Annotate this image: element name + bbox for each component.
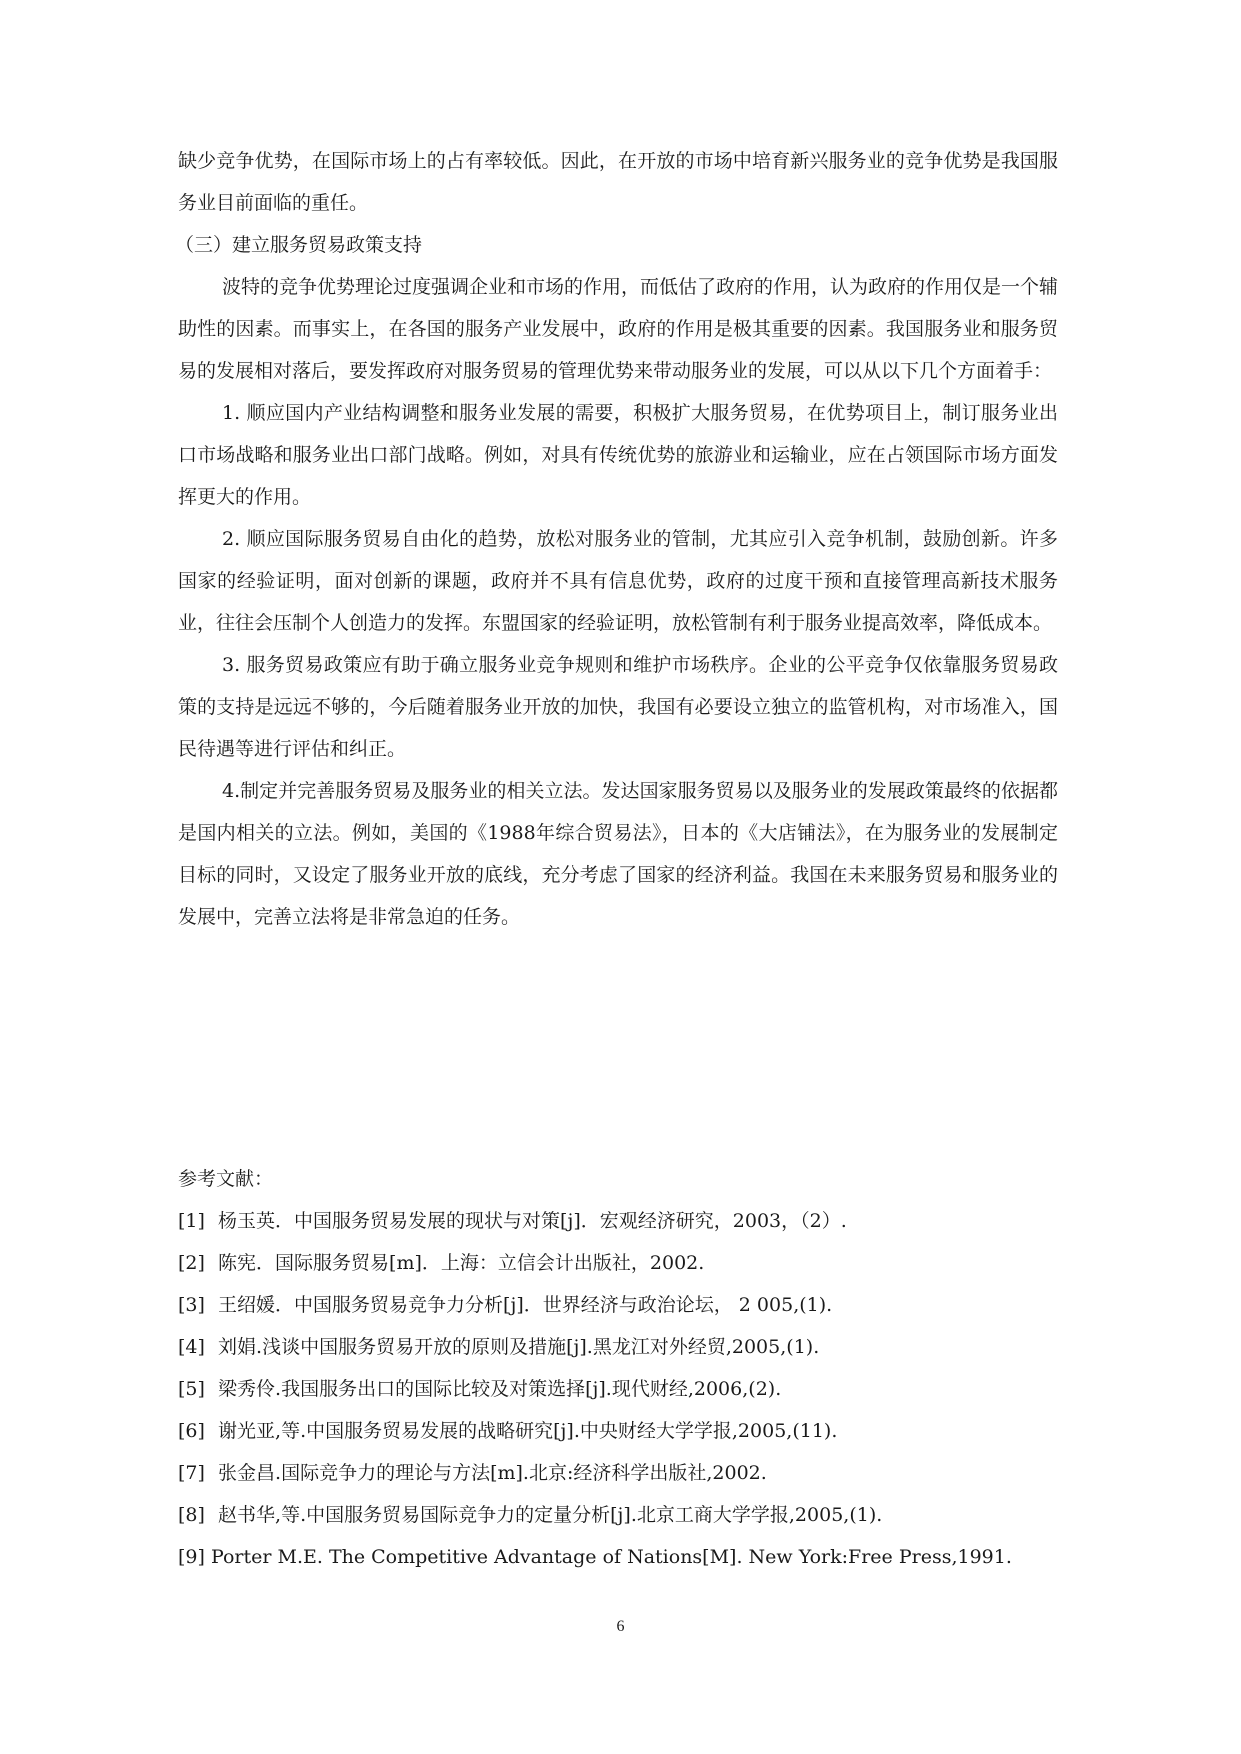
list-paragraph-4: 4.制定并完善服务贸易及服务业的相关立法。发达国家服务贸易以及服务业的发展政策最终的依据都是国内相关的立法。例如，美国的《1988年综合贸易法》，日本的《大店铺法》，在为服务业的发展制定目标的同时，又设定了服务业开放的底线，充分考虑了国家的经济利益。我国在未来服务贸易和服务业的发展中，完善立法将是非常急迫的任务。 (178, 780, 1058, 928)
list-paragraph-1: 1. 顺应国内产业结构调整和服务业发展的需要，积极扩大服务贸易，在优势项目上，制订服务业出口市场战略和服务业出口部门战略。例如，对具有传统优势的旅游业和运输业，应在占领国际市场方面发挥更大的作用。 (178, 402, 1058, 508)
reference-number: [8] (178, 1504, 205, 1526)
reference-text: 陈宪．国际服务贸易[m]．上海：立信会计出版社，2002. (218, 1252, 705, 1274)
reference-item (178, 1242, 1078, 1284)
references-list (178, 1200, 1078, 1578)
reference-text: 张金昌.国际竞争力的理论与方法[m].北京:经济科学出版社,2002. (218, 1462, 767, 1484)
page-number: 6 (616, 1618, 625, 1635)
reference-number: [6] (178, 1420, 205, 1442)
reference-number: [5] (178, 1378, 205, 1400)
reference-item (178, 1536, 1078, 1578)
reference-text: 杨玉英．中国服务贸易发展的现状与对策[j]．宏观经济研究，2003，（2）. (218, 1210, 847, 1232)
reference-text: 梁秀伶.我国服务出口的国际比较及对策选择[j].现代财经,2006,(2). (218, 1378, 782, 1400)
reference-item (178, 1410, 1078, 1452)
reference-text: Porter M.E. The Competitive Advantage of Nations[M]. New York:Free Press,1991. (210, 1546, 1012, 1568)
body-paragraph: 波特的竞争优势理论过度强调企业和市场的作用，而低估了政府的作用，认为政府的作用仅是一个辅助性的因素。而事实上，在各国的服务产业发展中，政府的作用是极其重要的因素。我国服务业和服务贸易的发展相对落后，要发挥政府对服务贸易的管理优势来带动服务业的发展，可以从以下几个方面着手： (178, 276, 1059, 382)
reference-item (178, 1452, 1078, 1494)
reference-number: [4] (178, 1336, 205, 1358)
reference-text: 谢光亚,等.中国服务贸易发展的战略研究[j].中央财经大学学报,2005,(11). (218, 1420, 838, 1442)
list-paragraph-2: 2. 顺应国际服务贸易自由化的趋势，放松对服务业的管制，尤其应引入竞争机制，鼓励创新。许多国家的经验证明，面对创新的课题，政府并不具有信息优势，政府的过度干预和直接管理高新技术服务业，往往会压制个人创造力的发挥。东盟国家的经验证明，放松管制有利于服务业提高效率，降低成本。 (178, 528, 1058, 634)
reference-item (178, 1368, 1078, 1410)
reference-number: [3] (178, 1294, 205, 1316)
reference-number: [7] (178, 1462, 205, 1484)
reference-text: 王绍媛．中国服务贸易竞争力分析[j]．世界经济与政治论坛， 2 005,(1). (218, 1294, 833, 1316)
reference-number: [9] (178, 1546, 205, 1568)
references-section (178, 1158, 1078, 1578)
list-paragraph-3: 3. 服务贸易政策应有助于确立服务业竞争规则和维护市场秩序。企业的公平竞争仅依靠服务贸易政策的支持是远远不够的，今后随着服务业开放的加快，我国有必要设立独立的监管机构，对市场准入，国民待遇等进行评估和纠正。 (178, 654, 1058, 760)
reference-number: [2] (178, 1252, 205, 1274)
body-paragraph: 缺少竞争优势，在国际市场上的占有率较低。因此，在开放的市场中培育新兴服务业的竞争优势是我国服务业目前面临的重任。 (178, 150, 1058, 214)
reference-item (178, 1326, 1078, 1368)
reference-number: [1] (178, 1210, 205, 1232)
reference-item (178, 1200, 1078, 1242)
references-title: 参考文献： (178, 1168, 274, 1190)
reference-text: 赵书华,等.中国服务贸易国际竞争力的定量分析[j].北京工商大学学报,2005,(1). (218, 1504, 883, 1526)
body-text (175, 140, 1059, 938)
reference-text: 刘娟.浅谈中国服务贸易开放的原则及措施[j].黑龙江对外经贸,2005,(1). (218, 1336, 820, 1358)
reference-item (178, 1494, 1078, 1536)
reference-item (178, 1284, 1078, 1326)
section-heading: （三）建立服务贸易政策支持 (175, 234, 423, 256)
